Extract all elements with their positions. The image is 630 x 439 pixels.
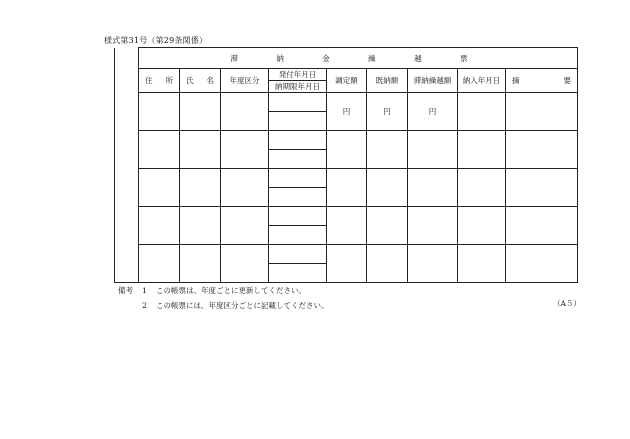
issue-date-cell [269,207,327,226]
due-date-cell [269,112,327,131]
due-date-cell [269,188,327,207]
table-cell [458,207,506,245]
table-cell [458,131,506,169]
header-assessed: 調定額 [327,69,367,93]
table-cell [408,207,458,245]
yen-unit: 円 [342,107,351,116]
table-cell [221,207,269,245]
yen-unit: 円 [428,107,437,116]
header-name: 氏 名 [180,69,221,93]
form-number: 様式第31号（第29条関係） [104,36,208,45]
table-cell [408,245,458,283]
note-text: この帳票には、年度区分ごとに記載してください。 [156,301,329,310]
table-cell [367,131,408,169]
due-date-cell [269,150,327,169]
header-issue-date: 発付年月日 [269,69,327,81]
issue-date-cell [269,93,327,112]
carried-over-cell [408,93,458,131]
table-cell [139,245,180,283]
header-due-date: 納期限年月日 [269,81,327,93]
table-cell [506,169,578,207]
yen-unit: 円 [383,107,391,116]
table-cell [458,169,506,207]
header-address: 住 所 [139,69,180,93]
table-cell [327,245,367,283]
issue-date-cell [269,245,327,264]
header-paid: 既納額 [367,69,408,93]
carryover-table [114,47,578,283]
table-cell [221,93,269,131]
table-cell [367,207,408,245]
table-cell [139,131,180,169]
table-cell [180,169,221,207]
table-cell [367,245,408,283]
notes [118,283,329,313]
table-cell [327,169,367,207]
note-number: 2 [142,301,147,310]
header-carried-over: 滞納繰越額 [408,69,458,93]
table-cell [221,245,269,283]
notes-label: 備考 [118,286,133,295]
table-cell [408,131,458,169]
due-date-cell [269,264,327,283]
issue-date-cell [269,131,327,150]
header-year-division: 年度区分 [221,69,269,93]
table-cell [139,93,180,131]
table-cell [408,169,458,207]
table-cell [458,93,506,131]
assessed-cell [327,93,367,131]
table-cell [180,93,221,131]
table-cell [139,169,180,207]
table-title: 滞 納 金 繰 越 票 [139,48,578,69]
table-cell [180,245,221,283]
table-cell [506,245,578,283]
table-cell [139,207,180,245]
table-cell [506,131,578,169]
table-cell [327,131,367,169]
issue-date-cell [269,169,327,188]
table-cell [458,245,506,283]
header-remarks: 摘 要 [506,69,578,93]
due-date-cell [269,226,327,245]
table-cell [367,169,408,207]
left-margin-column [115,48,139,283]
table-cell [221,131,269,169]
note-item [118,283,329,298]
table-cell [506,207,578,245]
note-item [118,298,329,313]
header-payment-date: 納入年月日 [458,69,506,93]
table-cell [327,207,367,245]
paper-size: （A５） [553,299,581,308]
table-cell [221,169,269,207]
table-cell [506,93,578,131]
table-cell [180,207,221,245]
note-text: この帳票は、年度ごとに更新してください。 [156,286,306,295]
note-number: 1 [142,286,147,295]
table-cell [180,131,221,169]
paid-cell [367,93,408,131]
